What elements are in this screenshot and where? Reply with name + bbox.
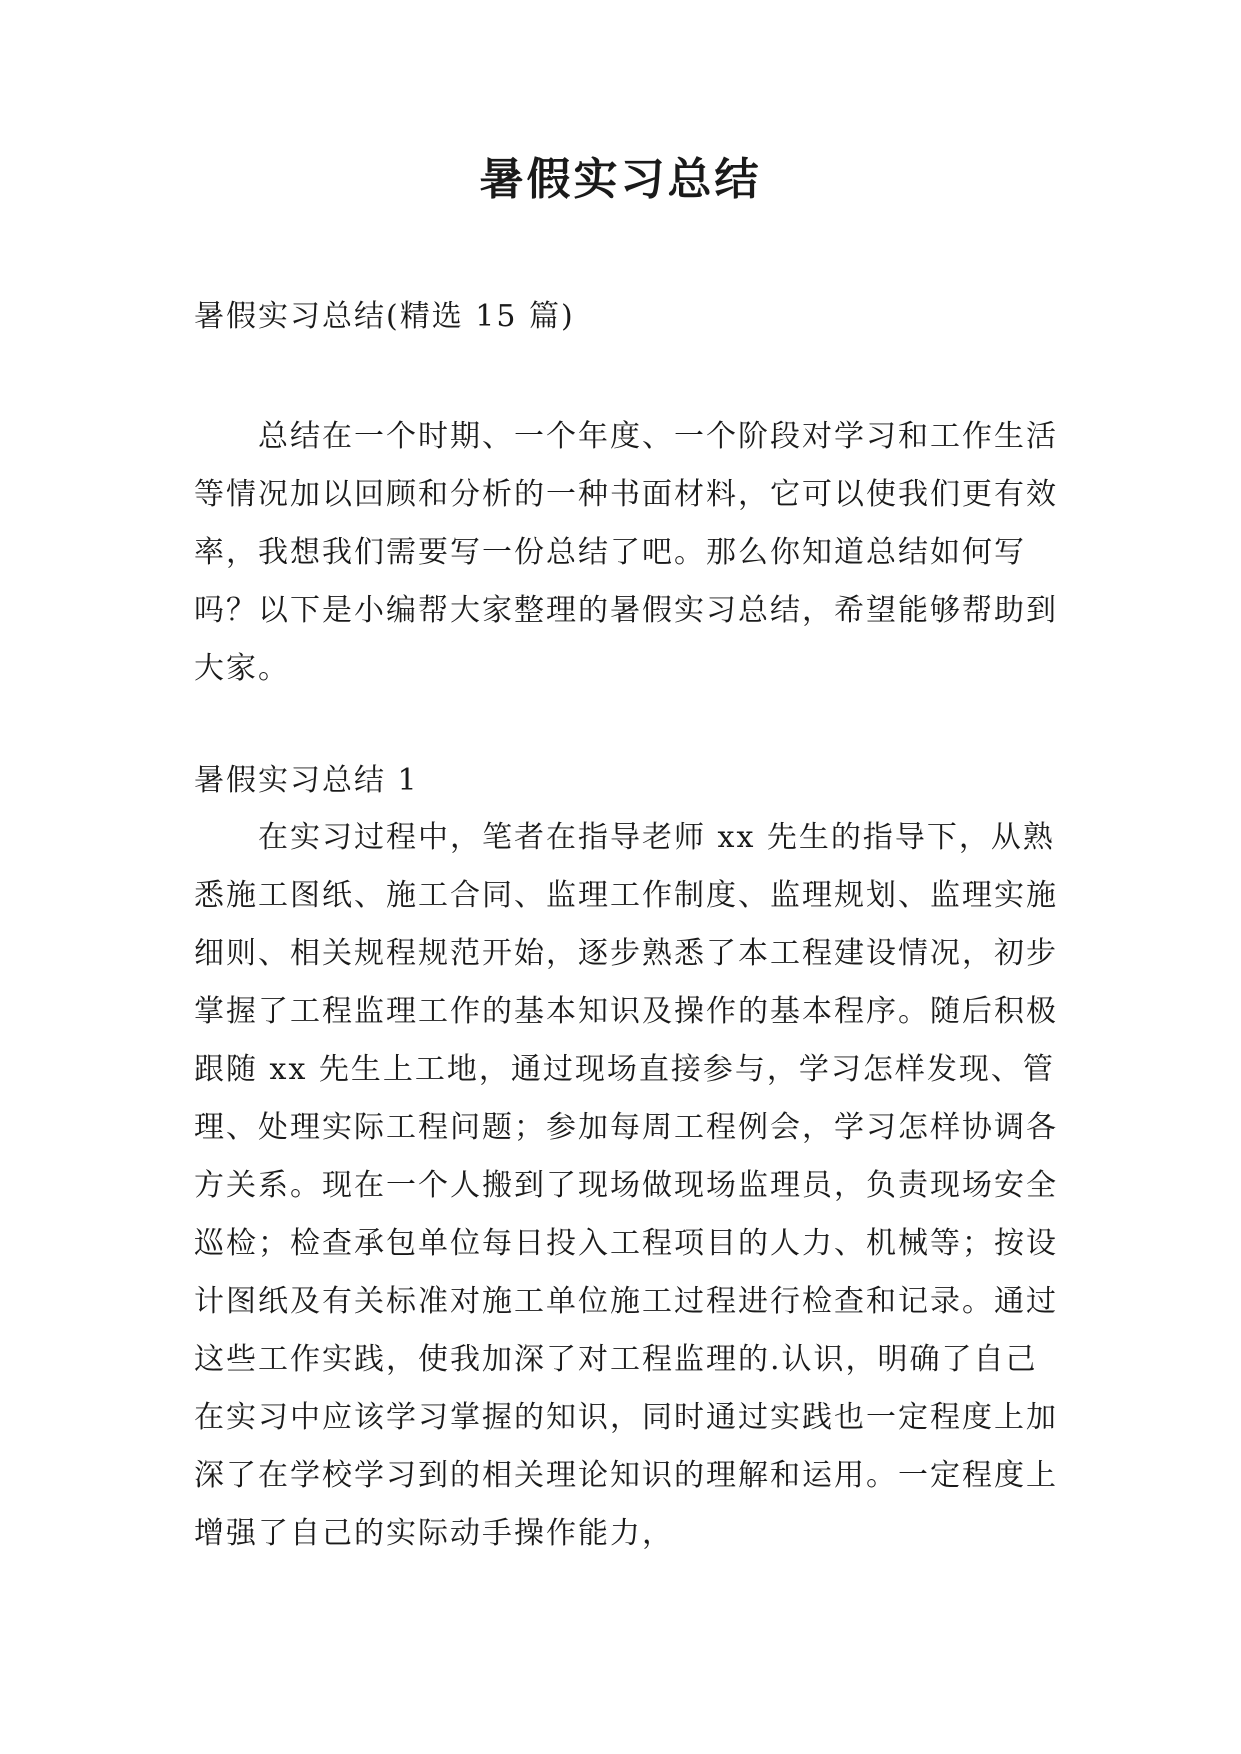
section-heading: 暑假实习总结 1 (194, 763, 419, 798)
document-title: 暑假实习总结 (479, 154, 762, 205)
intro-paragraph: 总结在一个时期、一个年度、一个阶段对学习和工作生活等情况加以回顾和分析的一种书面材料，它可以使我们更有效率，我想我们需要写一份总结了吧。那么你知道总结如何写吗？以下是小编帮大家整理的暑假实习总结，希望能够帮助到大家。 (194, 419, 1058, 686)
section-paragraph: 在实习过程中，笔者在指导老师 xx 先生的指导下，从熟悉施工图纸、施工合同、监理工作制度、监理规划、监理实施细则、相关规程规范开始，逐步熟悉了本工程建设情况，初步掌握了工程监理工作的基本知识及操作的基本程序。随后积极跟随 xx 先生上工地，通过现场直接参与，学习怎样发现、管理、处理实际工程问题；参加每周工程例会，学习怎样协调各方关系。现在一个人搬到了现场做现场监理员，负责现场安全巡检；检查承包单位每日投入工程项目的人力、机械等；按设计图纸及有关标准对施工单位施工过程进行检查和记录。通过这些工作实践，使我加深了对工程监理的.认识，明确了自己在实习中应该学习掌握的知识，同时通过实践也一定程度上加深了在学校学习到的相关理论知识的理解和运用。一定程度上增强了自己的实际动手操作能力， (194, 820, 1058, 1551)
document-subtitle: 暑假实习总结(精选 15 篇) (194, 299, 575, 334)
